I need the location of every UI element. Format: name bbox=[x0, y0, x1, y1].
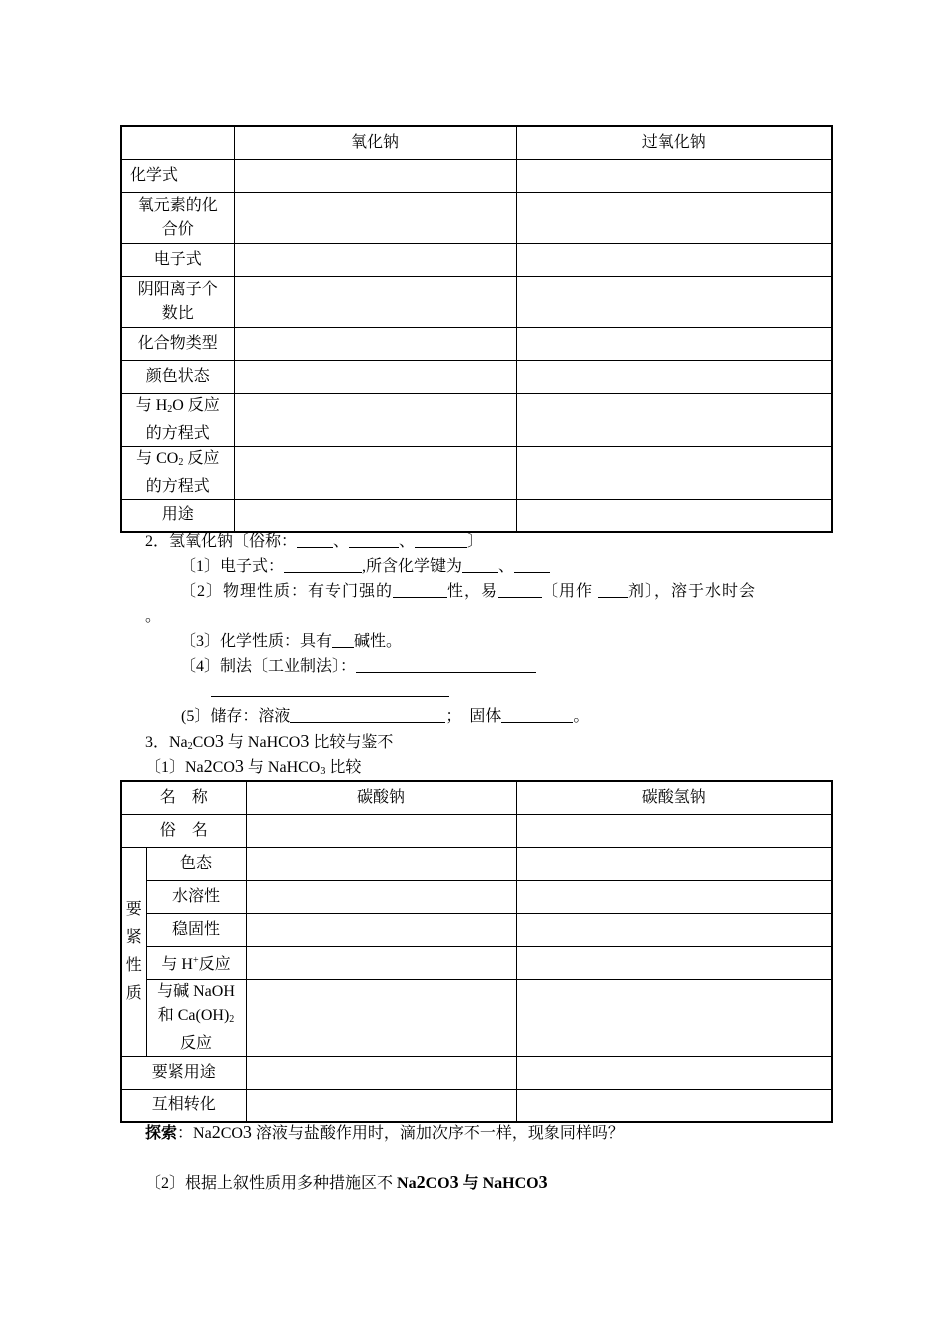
answer-cell[interactable] bbox=[516, 393, 832, 446]
row-label-main-uses: 要紧用途 bbox=[121, 1056, 246, 1089]
answer-cell[interactable] bbox=[246, 847, 516, 880]
row-label-oxygen-valence: 氧元素的化 合价 bbox=[121, 192, 234, 243]
blank-storage-solid[interactable] bbox=[501, 706, 573, 723]
table-row bbox=[121, 814, 832, 847]
section3-sub1: 〔1〕Na2CO3 与 NaHCO$_3$ 比较 bbox=[145, 756, 362, 777]
row-label-interconversion: 互相转化 bbox=[121, 1089, 246, 1122]
section2-item4-cont bbox=[211, 680, 449, 702]
answer-cell[interactable] bbox=[234, 393, 516, 446]
header-cell-name: 名 称 bbox=[121, 781, 246, 814]
answer-cell[interactable] bbox=[516, 1089, 832, 1122]
answer-cell[interactable] bbox=[516, 913, 832, 946]
answer-cell[interactable] bbox=[516, 946, 832, 979]
blank-storage-solution[interactable] bbox=[290, 706, 445, 723]
section2-item3: 〔3〕化学性质：具有 碱性。 bbox=[180, 633, 403, 650]
table-row bbox=[121, 913, 832, 946]
section2-item2: 〔2〕物理性质：有专门强的 性，易 〔用作 剂〕，溶于水时会 bbox=[180, 583, 757, 600]
blank-common-name-3[interactable] bbox=[415, 531, 467, 548]
blank-common-name-2[interactable] bbox=[349, 531, 399, 548]
row-label-electron-formula: 电子式 bbox=[121, 243, 234, 276]
row-group-main-properties: 要 紧 性 质 bbox=[121, 847, 146, 1056]
section3-title: 3．$Na_2CO3$ 与 NaHCO3 比较与鉴不 bbox=[145, 731, 394, 752]
answer-cell[interactable] bbox=[516, 360, 832, 393]
table-row bbox=[121, 1056, 832, 1089]
blank-production-method[interactable] bbox=[356, 656, 536, 673]
answer-cell[interactable] bbox=[516, 979, 832, 1056]
header-cell-sodium-oxide: 氧化钠 bbox=[234, 126, 516, 159]
answer-cell[interactable] bbox=[516, 192, 832, 243]
table-row bbox=[121, 880, 832, 913]
row-label-alias: 俗 名 bbox=[121, 814, 246, 847]
blank-agent[interactable] bbox=[598, 581, 628, 598]
table-row bbox=[121, 159, 832, 192]
section2-item5: (5〕储存：溶液 ； 固体 。 bbox=[181, 708, 590, 725]
blank-easily[interactable] bbox=[498, 581, 542, 598]
answer-cell[interactable] bbox=[516, 1056, 832, 1089]
header-cell-sodium-bicarbonate: 碳酸氢钠 bbox=[516, 781, 832, 814]
answer-cell[interactable] bbox=[234, 327, 516, 360]
header-cell-sodium-carbonate: 碳酸钠 bbox=[246, 781, 516, 814]
table-row bbox=[121, 360, 832, 393]
row-label-uses: 用途 bbox=[121, 499, 234, 532]
answer-cell[interactable] bbox=[246, 979, 516, 1056]
blank-electron-formula[interactable] bbox=[284, 556, 362, 573]
answer-cell[interactable] bbox=[246, 1056, 516, 1089]
answer-cell[interactable] bbox=[246, 913, 516, 946]
table-row bbox=[121, 499, 832, 532]
blank-production-method-cont[interactable] bbox=[211, 680, 449, 697]
oxide-comparison-table bbox=[120, 125, 833, 533]
row-label-acid-reaction: 与 H+反应 bbox=[146, 946, 246, 979]
answer-cell[interactable] bbox=[516, 880, 832, 913]
answer-cell[interactable] bbox=[234, 159, 516, 192]
answer-cell[interactable] bbox=[234, 276, 516, 327]
answer-cell[interactable] bbox=[246, 814, 516, 847]
answer-cell[interactable] bbox=[246, 1089, 516, 1122]
answer-cell[interactable] bbox=[234, 446, 516, 499]
section2-item1: 〔1〕电子式： ,所含化学键为 、 bbox=[180, 556, 550, 578]
answer-cell[interactable] bbox=[516, 327, 832, 360]
answer-cell[interactable] bbox=[234, 360, 516, 393]
table-row bbox=[121, 327, 832, 360]
answer-cell[interactable] bbox=[516, 499, 832, 532]
answer-cell[interactable] bbox=[516, 847, 832, 880]
blank-base-strength[interactable] bbox=[332, 631, 354, 648]
carbonate-comparison-table bbox=[120, 780, 833, 1123]
blank-common-name-1[interactable] bbox=[297, 531, 333, 548]
answer-cell[interactable] bbox=[234, 192, 516, 243]
table-row bbox=[121, 393, 832, 446]
answer-cell[interactable] bbox=[246, 880, 516, 913]
answer-cell[interactable] bbox=[516, 159, 832, 192]
table-row bbox=[121, 1089, 832, 1122]
row-label-stability: 稳固性 bbox=[146, 913, 246, 946]
table-header-row bbox=[121, 781, 832, 814]
table-row bbox=[121, 847, 832, 880]
row-label-color-state: 颜色状态 bbox=[121, 360, 234, 393]
row-label-base-reaction: 与碱 NaOH 和 $Ca(OH)_2$ 反应 bbox=[146, 979, 246, 1056]
row-label-compound-type: 化合物类型 bbox=[121, 327, 234, 360]
answer-cell[interactable] bbox=[234, 499, 516, 532]
answer-cell[interactable] bbox=[516, 814, 832, 847]
row-label-ion-ratio: 阴阳离子个 数比 bbox=[121, 276, 234, 327]
table-header-row bbox=[121, 126, 832, 159]
row-label-color: 色态 bbox=[146, 847, 246, 880]
header-cell-sodium-peroxide: 过氧化钠 bbox=[516, 126, 832, 159]
section2-title: 2．氢氧化钠〔俗称： 、 、 〕 bbox=[145, 533, 484, 550]
table-row bbox=[121, 192, 832, 243]
explore-question: 探索：Na2CO3 溶液与盐酸作用时，滴加次序不一样，现象同样吗？ bbox=[145, 1122, 624, 1142]
distinguish-methods: 〔2〕根据上叙性质用多种措施区不 Na2CO3 与 NaHCO3 bbox=[145, 1172, 548, 1192]
row-label-water-reaction: 与 $H_2O$ 反应 的方程式 bbox=[121, 393, 234, 446]
row-label-formula: 化学式 bbox=[121, 159, 234, 192]
table-row bbox=[121, 446, 832, 499]
answer-cell[interactable] bbox=[516, 446, 832, 499]
table-row bbox=[121, 243, 832, 276]
blank-bond-1[interactable] bbox=[462, 556, 498, 573]
section2-item4: 〔4〕制法〔工业制法〕： bbox=[180, 656, 536, 678]
row-label-co2-reaction: 与 $CO_2$ 反应 的方程式 bbox=[121, 446, 234, 499]
answer-cell[interactable] bbox=[246, 946, 516, 979]
table-row bbox=[121, 276, 832, 327]
row-label-solubility: 水溶性 bbox=[146, 880, 246, 913]
blank-bond-2[interactable] bbox=[514, 556, 550, 573]
answer-cell[interactable] bbox=[516, 243, 832, 276]
blank-property[interactable] bbox=[393, 581, 447, 598]
table-row bbox=[121, 979, 832, 1056]
section2-item2-tail: 。 bbox=[145, 608, 162, 625]
header-cell-empty bbox=[121, 126, 234, 159]
answer-cell[interactable] bbox=[516, 276, 832, 327]
table-row bbox=[121, 946, 832, 979]
answer-cell[interactable] bbox=[234, 243, 516, 276]
